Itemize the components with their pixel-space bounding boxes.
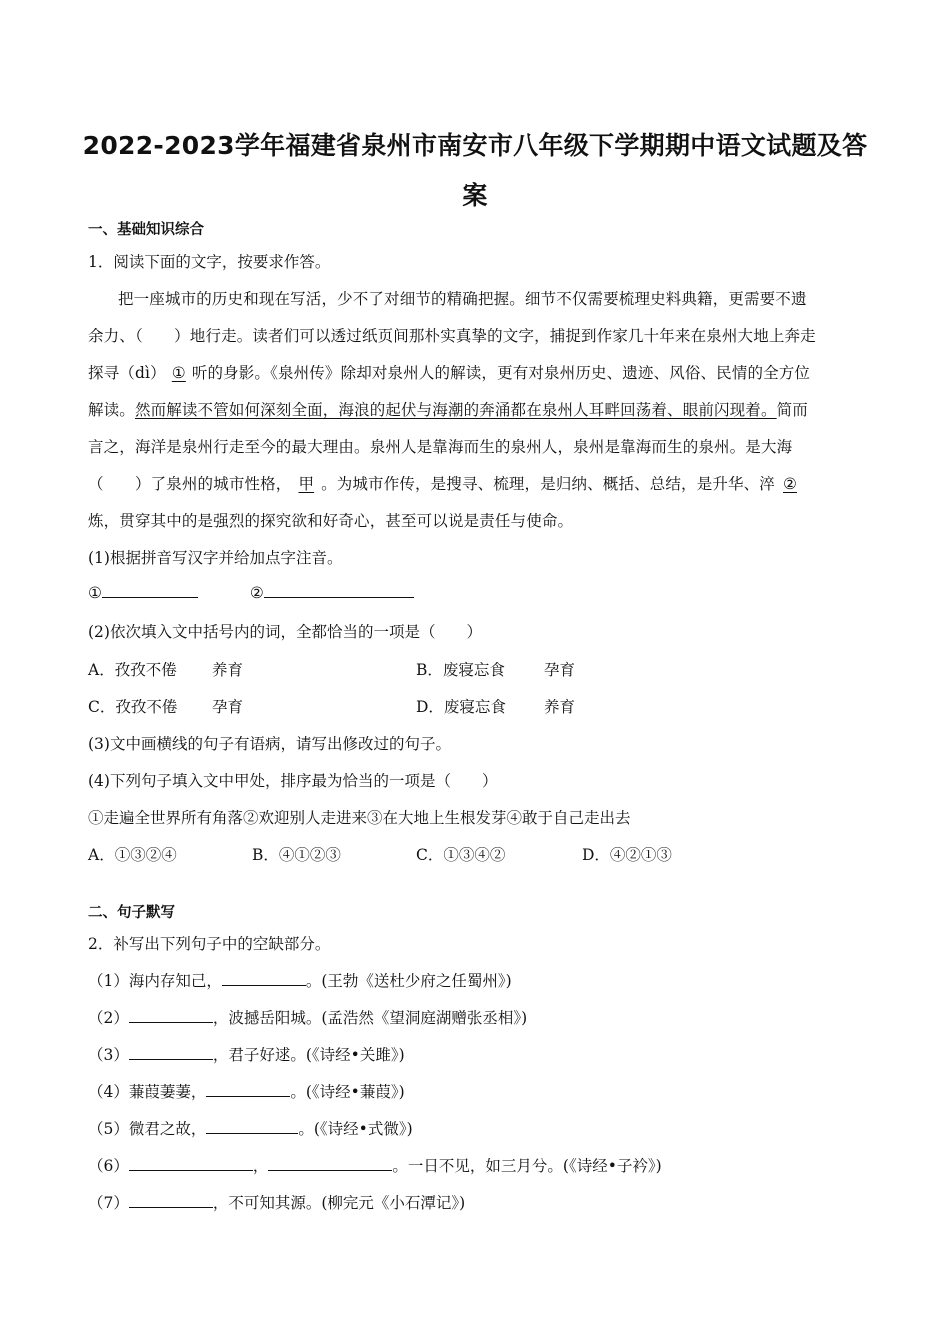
fill-blank-2: ②: [782, 475, 798, 493]
passage-line-1: 把一座城市的历史和现在写活，少不了对细节的精确把握。细节不仅需要梳理史料典籍，更需要不遗: [118, 290, 807, 308]
passage-text: 简而: [776, 401, 808, 419]
answer-blank[interactable]: [129, 1156, 253, 1171]
answer-blank[interactable]: [268, 1156, 392, 1171]
recite-line-3: [88, 1043, 405, 1065]
q1-stem: 1．阅读下面的文字，按要求作答。: [88, 253, 331, 271]
option-b-word2: 孕育: [544, 661, 576, 679]
option-b: B．废寝忘食: [416, 661, 505, 679]
passage-text: 探寻（dì）: [88, 364, 166, 382]
recite-line-1: [88, 969, 512, 991]
answer-blank[interactable]: [222, 971, 306, 986]
answer-blanks-1: [88, 583, 414, 602]
option-a: A．孜孜不倦: [88, 661, 177, 679]
sub-question-1: (1)根据拼音写汉字并给加点字注音。: [88, 549, 343, 567]
option-c-word2: 孕育: [212, 698, 244, 716]
option-a-word2: 养育: [212, 661, 244, 679]
underlined-sentence: 然而解读不管如何深刻全面，海浪的起伏与海潮的奔涌都在泉州人耳畔回荡着、眼前闪现着。: [134, 401, 777, 419]
document-title-line1: 2022-2023学年福建省泉州市南安市八年级下学期期中语文试题及答: [82, 131, 868, 160]
answer-blank[interactable]: [129, 1045, 213, 1060]
recite-text: ，波撼岳阳城。(孟浩然《望洞庭湖赠张丞相》): [212, 1009, 528, 1027]
recite-text: （4）蒹葭萋萋，: [88, 1083, 207, 1101]
passage-line-4: [88, 398, 864, 420]
answer-label: ①: [88, 584, 102, 602]
passage-text: 听的身影。《泉州传》除却对泉州人的解读，更有对泉州历史、遗迹、风俗、民情的全方位: [191, 364, 811, 382]
fill-blank-1: ①: [171, 364, 186, 382]
section2-heading: 二、句子默写: [88, 905, 175, 921]
sub-question-4-items: ①走遍全世界所有角落②欢迎别人走进来③在大地上生根发芽④敢于自己走出去: [88, 809, 631, 827]
recite-text: 。一日不见，如三月兮。(《诗经•子衿》): [392, 1157, 662, 1175]
recite-line-7: [88, 1191, 465, 1213]
answer-blank[interactable]: [102, 583, 198, 598]
answer-label: ②: [249, 584, 264, 602]
recite-text: ，君子好逑。(《诗经•关雎》): [212, 1046, 405, 1064]
recite-text: ，不可知其源。(柳完元《小石潭记》): [212, 1194, 466, 1212]
recite-text: （7）: [88, 1194, 129, 1212]
recite-text: 。(王勃《送杜少府之任蜀州》): [305, 972, 512, 990]
recite-text: （2）: [88, 1009, 129, 1027]
document-title-line2: 案: [462, 181, 488, 210]
recite-text: （1）海内存知己，: [88, 972, 222, 990]
answer-blank[interactable]: [129, 1008, 213, 1023]
passage-text: 解读。: [88, 401, 135, 419]
recite-line-4: [88, 1080, 405, 1102]
sub-question-2: (2)依次填入文中括号内的词，全都恰当的一项是（ ）: [88, 623, 482, 641]
recite-line-2: [88, 1006, 527, 1028]
sub-question-3: (3)文中画横线的句子有语病，请写出修改过的句子。: [88, 735, 451, 753]
sub-question-4: (4)下列句子填入文中甲处，排序最为恰当的一项是（ ）: [88, 772, 498, 790]
recite-line-6: [88, 1154, 662, 1176]
answer-blank[interactable]: [206, 1119, 298, 1134]
passage-line-2: 余力、（ ）地行走。读者们可以透过纸页间那朴实真挚的文字，捕捉到作家几十年来在泉州大地上奔走: [88, 327, 816, 345]
recite-text: 。(《诗经•蒹葭》): [290, 1083, 405, 1101]
option-d-word2: 养育: [544, 698, 576, 716]
answer-blank[interactable]: [206, 1082, 290, 1097]
passage-line-3: [88, 361, 864, 383]
passage-line-6: [88, 472, 864, 494]
recite-text: 。(《诗经•式微》): [298, 1120, 413, 1138]
option-d: D．废寝忘食: [416, 698, 506, 716]
answer-blank[interactable]: [129, 1193, 213, 1208]
passage-line-5: 言之，海洋是泉州行走至今的最大理由。泉州人是靠海而生的泉州人，泉州是靠海而生的泉州。是大海: [88, 438, 793, 456]
option-c: C．①③④②: [416, 846, 506, 864]
q2-stem: 2．补写出下列句子中的空缺部分。: [88, 935, 331, 953]
passage-text: （ ）了泉州的城市性格，: [88, 475, 292, 493]
fill-blank-jia: 甲: [298, 475, 315, 493]
option-b: B．④①②③: [252, 846, 341, 864]
option-d: D．④②①③: [582, 846, 672, 864]
recite-line-5: [88, 1117, 413, 1139]
recite-text: ，: [252, 1157, 269, 1175]
recite-text: （5）微君之故，: [88, 1120, 207, 1138]
answer-blank[interactable]: [264, 583, 414, 598]
recite-text: （6）: [88, 1157, 129, 1175]
passage-line-7: 炼，贯穿其中的是强烈的探究欲和好奇心，甚至可以说是责任与使命。: [88, 512, 574, 530]
passage-text: 。为城市作传，是搜寻、梳理，是归纳、概括、总结，是升华、淬: [321, 475, 775, 493]
section1-heading: 一、基础知识综合: [88, 222, 204, 238]
option-a: A．①③②④: [88, 846, 177, 864]
recite-text: （3）: [88, 1046, 129, 1064]
option-c: C．孜孜不倦: [88, 698, 178, 716]
